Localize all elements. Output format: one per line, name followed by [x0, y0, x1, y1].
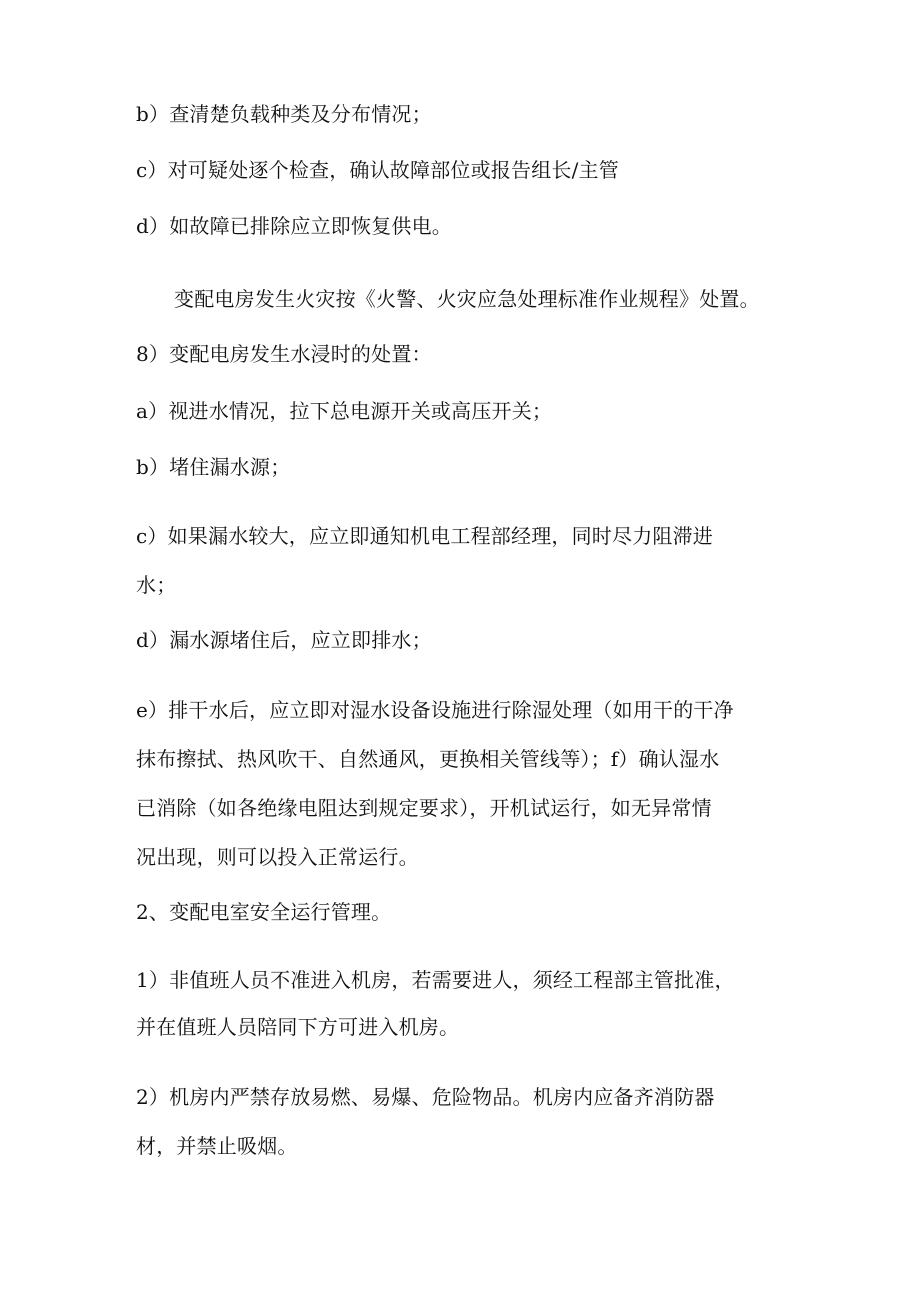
- text-line-rule-2-b: 材，并禁止吸烟。: [136, 1134, 298, 1158]
- text-line-flood-e-2: 抹布擦拭、热风吹干、自然通风，更换相关管线等）；f）确认湿水: [136, 747, 720, 771]
- text-line-flood-b: b）堵住漏水源；: [136, 455, 291, 479]
- text-line-rule-2-a: 2）机房内严禁存放易燃、易爆、危险物品。机房内应备齐消防器: [136, 1085, 715, 1109]
- text-line-suspect-check: c）对可疑处逐个检查，确认故障部位或报告组长/主管: [136, 158, 619, 182]
- text-line-flood-c-2: 水；: [136, 573, 177, 597]
- text-line-flood-heading: 8）变配电房发生水浸时的处置：: [136, 342, 432, 366]
- text-line-rule-1-a: 1）非值班人员不准进入机房，若需要进人，须经工程部主管批准，: [136, 968, 735, 992]
- text-line-rule-1-b: 并在值班人员陪同下方可进入机房。: [136, 1015, 460, 1039]
- text-line-flood-f-2: 况出现，则可以投入正常运行。: [136, 845, 419, 869]
- text-line-flood-a: a）视进水情况，拉下总电源开关或高压开关；: [136, 399, 553, 423]
- text-line-flood-c-1: c）如果漏水较大，应立即通知机电工程部经理，同时尽力阻滞进: [136, 524, 714, 548]
- text-line-flood-d: d）漏水源堵住后，应立即排水；: [136, 628, 432, 652]
- text-line-restore-power: d）如故障已排除应立即恢复供电。: [136, 214, 453, 238]
- text-line-load-check: b）查清楚负载种类及分布情况；: [136, 102, 432, 126]
- text-line-flood-e-1: e）排干水后，应立即对湿水设备设施进行除湿处理（如用干的干净: [136, 698, 734, 722]
- text-line-section-2-heading: 2、变配电室安全运行管理。: [136, 900, 392, 924]
- text-line-fire-procedure: 变配电房发生火灾按《火警、火灾应急处理标准作业规程》处置。: [174, 287, 760, 311]
- text-line-flood-f-1: 已消除（如各绝缘电阻达到规定要求），开机试运行，如无异常情: [136, 796, 712, 820]
